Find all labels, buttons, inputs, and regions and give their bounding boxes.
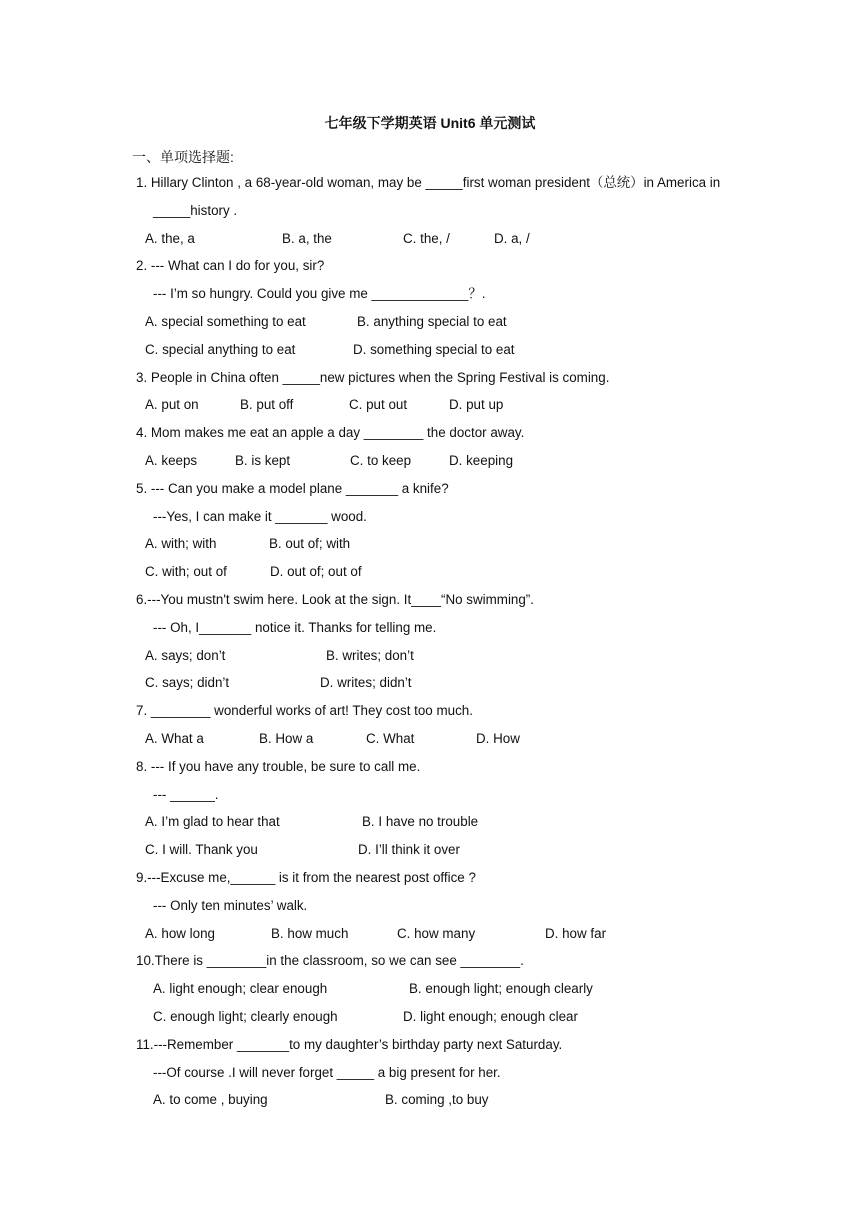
answer-option: C. special anything to eat — [145, 341, 296, 357]
answer-option: A. light enough; clear enough — [153, 981, 328, 997]
answer-option: D. I’ll think it over — [358, 842, 460, 858]
answer-option: A. to come , buying — [153, 1092, 268, 1108]
question-stem: 5. --- Can you make a model plane _______ a knife? — [136, 480, 449, 496]
answer-option: A. What a — [145, 731, 204, 746]
section-heading: 一、单项选择题: — [132, 149, 234, 165]
question-stem-continued: --- I’m so hungry. Could you give me _____________？. — [153, 286, 486, 302]
question-stem: 9.---Excuse me,______ is it from the nearest post office ? — [136, 870, 476, 885]
question-stem: 8. --- If you have any trouble, be sure to call me. — [136, 758, 421, 774]
answer-option: A. I’m glad to hear that — [145, 814, 280, 830]
answer-option: D. writes; didn’t — [320, 675, 412, 691]
answer-option: A. put on — [145, 397, 199, 413]
question-stem-continued: --- ______. — [153, 786, 219, 802]
answer-option: D. keeping — [449, 453, 514, 468]
answer-option: A. how long — [145, 925, 215, 941]
answer-option: D. How — [476, 731, 520, 746]
question-stem: 2. --- What can I do for you, sir? — [136, 258, 325, 274]
answer-option: D. how far — [545, 925, 607, 941]
question-stem: 4. Mom makes me eat an apple a day ________ the doctor away. — [136, 425, 525, 441]
answer-option: C. put out — [349, 397, 408, 413]
document-title: 七年级下学期英语 Unit6 单元测试 — [324, 115, 536, 131]
answer-option: C. I will. Thank you — [145, 842, 258, 858]
question-stem: 7. ________ wonderful works of art! They cost too much. — [136, 703, 473, 719]
answer-option: C. What — [366, 731, 415, 746]
answer-option: B. anything special to eat — [357, 314, 507, 329]
answer-option: D. put up — [449, 397, 504, 413]
answer-option: B. how much — [271, 925, 349, 941]
answer-option: B. enough light; enough clearly — [409, 981, 593, 997]
question-stem-continued: --- Oh, I_______ notice it. Thanks for telling me. — [153, 619, 437, 635]
answer-option: B. a, the — [282, 230, 332, 246]
answer-option: D. light enough; enough clear — [403, 1009, 578, 1024]
answer-option: C. with; out of — [145, 564, 227, 580]
answer-option: D. a, / — [494, 230, 530, 246]
question-stem: 1. Hillary Clinton , a 68-year-old woman, may be _____first woman president（总统）in America in — [136, 175, 721, 190]
question-stem: 3. People in China often _____new pictures when the Spring Festival is coming. — [136, 369, 610, 385]
answer-option: C. enough light; clearly enough — [153, 1009, 338, 1024]
question-stem: 10.There is ________in the classroom, so we can see ________. — [136, 953, 524, 969]
answer-option: C. to keep — [350, 453, 412, 468]
answer-option: B. out of; with — [269, 536, 351, 552]
answer-option: B. is kept — [235, 453, 291, 468]
answer-option: C. says; didn’t — [145, 675, 230, 691]
question-stem-continued: ---Of course .I will never forget _____ a big present for her. — [153, 1064, 501, 1080]
answer-option: A. the, a — [145, 230, 195, 246]
answer-option: A. says; don’t — [145, 647, 226, 663]
answer-option: B. put off — [240, 397, 294, 413]
question-stem-continued: ---Yes, I can make it _______ wood. — [153, 508, 367, 524]
answer-option: B. How a — [259, 731, 314, 746]
answer-option: A. keeps — [145, 453, 198, 468]
answer-option: B. I have no trouble — [362, 814, 479, 830]
question-stem-continued: --- Only ten minutes’ walk. — [153, 897, 308, 913]
answer-option: B. writes; don’t — [326, 647, 414, 663]
question-stem: 6.---You mustn't swim here. Look at the sign. It____“No swimming”. — [136, 592, 534, 607]
answer-option: A. special something to eat — [145, 314, 306, 329]
answer-option: D. out of; out of — [270, 564, 362, 580]
answer-option: C. the, / — [403, 230, 450, 246]
answer-option: C. how many — [397, 925, 476, 941]
question-stem-continued: _____history . — [153, 202, 238, 218]
answer-option: D. something special to eat — [353, 341, 515, 357]
answer-option: A. with; with — [145, 536, 217, 552]
question-stem: 11.---Remember _______to my daughter’s birthday party next Saturday. — [136, 1036, 563, 1052]
answer-option: B. coming ,to buy — [385, 1092, 489, 1108]
